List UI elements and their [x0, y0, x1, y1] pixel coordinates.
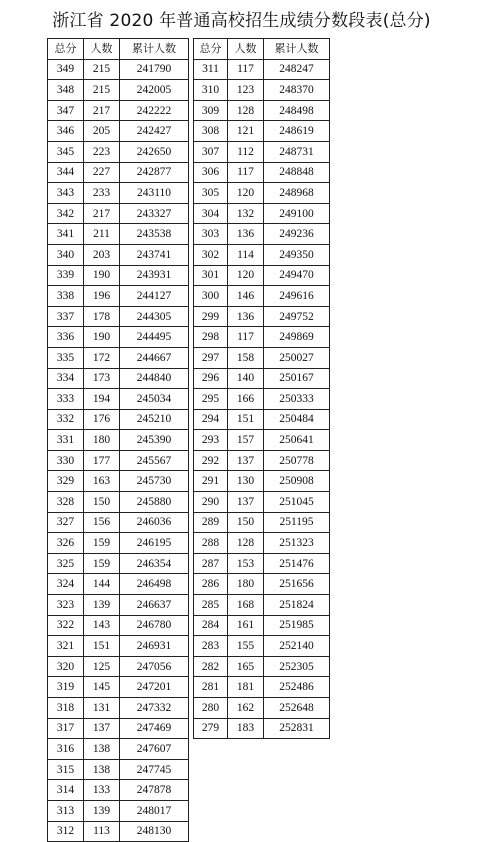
cell-total-score: 306 [194, 162, 228, 183]
cell-total-score: 303 [194, 224, 228, 245]
table-row [48, 800, 189, 821]
cell-cumulative-count: 251323 [264, 533, 330, 554]
cell-cumulative-count: 251824 [264, 595, 330, 616]
cell-cumulative-count: 249470 [264, 265, 330, 286]
table-row [48, 100, 189, 121]
cell-cumulative-count: 243327 [120, 203, 189, 224]
cell-cumulative-count: 252305 [264, 656, 330, 677]
cell-count: 163 [84, 471, 120, 492]
cell-cumulative-count: 249869 [264, 327, 330, 348]
cell-count: 146 [228, 286, 264, 307]
header-cumulative-count: 累计人数 [264, 39, 330, 60]
cell-total-score: 279 [194, 718, 228, 739]
cell-cumulative-count: 248370 [264, 80, 330, 101]
cell-count: 159 [84, 553, 120, 574]
table-row [48, 183, 189, 204]
cell-total-score: 281 [194, 677, 228, 698]
table-row [48, 533, 189, 554]
table-row [48, 780, 189, 801]
cell-total-score: 336 [48, 327, 84, 348]
cell-cumulative-count: 251476 [264, 553, 330, 574]
cell-count: 166 [228, 389, 264, 410]
table-row [48, 821, 189, 842]
cell-cumulative-count: 248247 [264, 59, 330, 80]
table-row [194, 656, 330, 677]
cell-cumulative-count: 247201 [120, 677, 189, 698]
table-row [48, 368, 189, 389]
table-row [194, 121, 330, 142]
cell-cumulative-count: 248619 [264, 121, 330, 142]
table-row [48, 141, 189, 162]
cell-total-score: 304 [194, 203, 228, 224]
table-row [48, 244, 189, 265]
cell-total-score: 345 [48, 141, 84, 162]
cell-cumulative-count: 244840 [120, 368, 189, 389]
cell-count: 125 [84, 656, 120, 677]
header-count: 人数 [84, 39, 120, 60]
cell-cumulative-count: 243741 [120, 244, 189, 265]
table-header-row [194, 39, 330, 60]
cell-total-score: 335 [48, 347, 84, 368]
table-row [48, 162, 189, 183]
table-row [48, 389, 189, 410]
cell-total-score: 318 [48, 698, 84, 719]
cell-cumulative-count: 247056 [120, 656, 189, 677]
cell-count: 183 [228, 718, 264, 739]
table-row [48, 306, 189, 327]
cell-cumulative-count: 247469 [120, 718, 189, 739]
cell-cumulative-count: 244305 [120, 306, 189, 327]
cell-total-score: 348 [48, 80, 84, 101]
cell-cumulative-count: 249350 [264, 244, 330, 265]
cell-total-score: 317 [48, 718, 84, 739]
cell-count: 180 [228, 574, 264, 595]
cell-count: 136 [228, 224, 264, 245]
cell-cumulative-count: 245730 [120, 471, 189, 492]
cell-total-score: 310 [194, 80, 228, 101]
cell-cumulative-count: 248130 [120, 821, 189, 842]
cell-cumulative-count: 249752 [264, 306, 330, 327]
cell-cumulative-count: 242650 [120, 141, 189, 162]
cell-total-score: 331 [48, 430, 84, 451]
cell-total-score: 349 [48, 59, 84, 80]
cell-count: 180 [84, 430, 120, 451]
cell-count: 138 [84, 759, 120, 780]
cell-count: 151 [84, 636, 120, 657]
cell-total-score: 325 [48, 553, 84, 574]
document-title: 浙江省 2020 年普通高校招生成绩分数段表(总分) [52, 11, 431, 31]
cell-cumulative-count: 246780 [120, 615, 189, 636]
cell-total-score: 342 [48, 203, 84, 224]
cell-total-score: 298 [194, 327, 228, 348]
table-row [194, 636, 330, 657]
table-row [48, 80, 189, 101]
cell-total-score: 299 [194, 306, 228, 327]
cell-count: 136 [228, 306, 264, 327]
cell-total-score: 307 [194, 141, 228, 162]
table-row [48, 718, 189, 739]
cell-count: 211 [84, 224, 120, 245]
cell-count: 112 [228, 141, 264, 162]
table-row [48, 492, 189, 513]
cell-count: 168 [228, 595, 264, 616]
cell-total-score: 294 [194, 409, 228, 430]
cell-cumulative-count: 245567 [120, 450, 189, 471]
cell-cumulative-count: 251195 [264, 512, 330, 533]
table-row [48, 677, 189, 698]
cell-cumulative-count: 249616 [264, 286, 330, 307]
cell-cumulative-count: 246036 [120, 512, 189, 533]
cell-count: 139 [84, 595, 120, 616]
table-row [194, 100, 330, 121]
cell-total-score: 327 [48, 512, 84, 533]
cell-total-score: 291 [194, 471, 228, 492]
cell-total-score: 311 [194, 59, 228, 80]
cell-total-score: 293 [194, 430, 228, 451]
table-row [48, 286, 189, 307]
table-row [194, 615, 330, 636]
cell-cumulative-count: 252486 [264, 677, 330, 698]
cell-count: 162 [228, 698, 264, 719]
cell-total-score: 328 [48, 492, 84, 513]
cell-cumulative-count: 243110 [120, 183, 189, 204]
cell-count: 227 [84, 162, 120, 183]
cell-total-score: 330 [48, 450, 84, 471]
cell-total-score: 312 [48, 821, 84, 842]
cell-total-score: 309 [194, 100, 228, 121]
cell-count: 139 [84, 800, 120, 821]
table-row [48, 347, 189, 368]
cell-total-score: 313 [48, 800, 84, 821]
cell-count: 178 [84, 306, 120, 327]
cell-total-score: 316 [48, 739, 84, 760]
table-row [194, 141, 330, 162]
cell-total-score: 344 [48, 162, 84, 183]
cell-cumulative-count: 247878 [120, 780, 189, 801]
cell-cumulative-count: 246354 [120, 553, 189, 574]
table-row [48, 203, 189, 224]
table-row [194, 265, 330, 286]
table-row [48, 430, 189, 451]
table-row [48, 327, 189, 348]
table-row [48, 636, 189, 657]
cell-cumulative-count: 252140 [264, 636, 330, 657]
cell-total-score: 333 [48, 389, 84, 410]
table-row [48, 512, 189, 533]
cell-count: 140 [228, 368, 264, 389]
header-total-score: 总分 [48, 39, 84, 60]
cell-cumulative-count: 252831 [264, 718, 330, 739]
cell-count: 223 [84, 141, 120, 162]
cell-total-score: 305 [194, 183, 228, 204]
cell-cumulative-count: 250333 [264, 389, 330, 410]
cell-count: 172 [84, 347, 120, 368]
cell-count: 120 [228, 183, 264, 204]
cell-total-score: 297 [194, 347, 228, 368]
cell-total-score: 337 [48, 306, 84, 327]
cell-cumulative-count: 250778 [264, 450, 330, 471]
cell-total-score: 290 [194, 492, 228, 513]
table-body-right [194, 59, 330, 739]
cell-total-score: 321 [48, 636, 84, 657]
cell-count: 137 [228, 450, 264, 471]
cell-count: 150 [228, 512, 264, 533]
table-row [48, 656, 189, 677]
cell-cumulative-count: 251985 [264, 615, 330, 636]
cell-total-score: 314 [48, 780, 84, 801]
cell-count: 217 [84, 100, 120, 121]
cell-count: 190 [84, 265, 120, 286]
cell-count: 217 [84, 203, 120, 224]
table-row [194, 574, 330, 595]
table-row [194, 306, 330, 327]
table-row [194, 203, 330, 224]
cell-count: 130 [228, 471, 264, 492]
cell-cumulative-count: 242222 [120, 100, 189, 121]
cell-count: 205 [84, 121, 120, 142]
table-row [194, 327, 330, 348]
cell-count: 137 [228, 492, 264, 513]
cell-cumulative-count: 252648 [264, 698, 330, 719]
cell-total-score: 292 [194, 450, 228, 471]
table-row [194, 389, 330, 410]
table-row [194, 286, 330, 307]
cell-count: 128 [228, 533, 264, 554]
table-row [194, 471, 330, 492]
cell-cumulative-count: 245210 [120, 409, 189, 430]
cell-cumulative-count: 248498 [264, 100, 330, 121]
cell-count: 215 [84, 80, 120, 101]
cell-count: 117 [228, 327, 264, 348]
cell-count: 117 [228, 59, 264, 80]
cell-count: 144 [84, 574, 120, 595]
table-row [48, 59, 189, 80]
cell-count: 233 [84, 183, 120, 204]
table-row [48, 615, 189, 636]
table-row [194, 698, 330, 719]
cell-count: 176 [84, 409, 120, 430]
cell-total-score: 347 [48, 100, 84, 121]
cell-cumulative-count: 241790 [120, 59, 189, 80]
cell-total-score: 285 [194, 595, 228, 616]
table-row [48, 759, 189, 780]
table-row [194, 595, 330, 616]
cell-count: 132 [228, 203, 264, 224]
cell-cumulative-count: 250484 [264, 409, 330, 430]
cell-cumulative-count: 243538 [120, 224, 189, 245]
cell-total-score: 283 [194, 636, 228, 657]
cell-total-score: 332 [48, 409, 84, 430]
table-row [48, 553, 189, 574]
cell-count: 113 [84, 821, 120, 842]
table-row [48, 450, 189, 471]
table-row [48, 224, 189, 245]
cell-count: 123 [228, 80, 264, 101]
cell-cumulative-count: 247332 [120, 698, 189, 719]
cell-count: 143 [84, 615, 120, 636]
cell-cumulative-count: 244127 [120, 286, 189, 307]
cell-cumulative-count: 242427 [120, 121, 189, 142]
table-row [194, 80, 330, 101]
cell-cumulative-count: 242005 [120, 80, 189, 101]
cell-cumulative-count: 249100 [264, 203, 330, 224]
cell-count: 145 [84, 677, 120, 698]
cell-cumulative-count: 250027 [264, 347, 330, 368]
cell-cumulative-count: 244667 [120, 347, 189, 368]
score-table-right [193, 38, 330, 739]
cell-total-score: 323 [48, 595, 84, 616]
cell-count: 128 [228, 100, 264, 121]
table-row [194, 347, 330, 368]
cell-total-score: 315 [48, 759, 84, 780]
header-cumulative-count: 累计人数 [120, 39, 189, 60]
cell-cumulative-count: 244495 [120, 327, 189, 348]
cell-cumulative-count: 248968 [264, 183, 330, 204]
cell-total-score: 334 [48, 368, 84, 389]
table-row [48, 739, 189, 760]
table-row [194, 492, 330, 513]
cell-count: 165 [228, 656, 264, 677]
cell-total-score: 339 [48, 265, 84, 286]
table-row [194, 430, 330, 451]
cell-count: 158 [228, 347, 264, 368]
cell-count: 190 [84, 327, 120, 348]
cell-count: 117 [228, 162, 264, 183]
cell-count: 121 [228, 121, 264, 142]
table-row [48, 574, 189, 595]
cell-cumulative-count: 246498 [120, 574, 189, 595]
cell-count: 155 [228, 636, 264, 657]
table-header-row [48, 39, 189, 60]
cell-cumulative-count: 250908 [264, 471, 330, 492]
table-row [48, 121, 189, 142]
cell-cumulative-count: 248017 [120, 800, 189, 821]
cell-total-score: 302 [194, 244, 228, 265]
table-row [194, 162, 330, 183]
table-row [48, 698, 189, 719]
cell-total-score: 287 [194, 553, 228, 574]
cell-cumulative-count: 251045 [264, 492, 330, 513]
cell-count: 181 [228, 677, 264, 698]
cell-count: 156 [84, 512, 120, 533]
cell-total-score: 308 [194, 121, 228, 142]
cell-total-score: 301 [194, 265, 228, 286]
table-row [194, 59, 330, 80]
cell-cumulative-count: 250167 [264, 368, 330, 389]
cell-cumulative-count: 247607 [120, 739, 189, 760]
table-row [194, 183, 330, 204]
cell-cumulative-count: 246637 [120, 595, 189, 616]
cell-cumulative-count: 245034 [120, 389, 189, 410]
cell-total-score: 320 [48, 656, 84, 677]
cell-total-score: 346 [48, 121, 84, 142]
table-row [194, 553, 330, 574]
cell-total-score: 300 [194, 286, 228, 307]
cell-cumulative-count: 248848 [264, 162, 330, 183]
cell-total-score: 280 [194, 698, 228, 719]
cell-total-score: 295 [194, 389, 228, 410]
cell-count: 153 [228, 553, 264, 574]
cell-cumulative-count: 246195 [120, 533, 189, 554]
cell-total-score: 341 [48, 224, 84, 245]
cell-total-score: 324 [48, 574, 84, 595]
table-row [194, 409, 330, 430]
cell-cumulative-count: 249236 [264, 224, 330, 245]
cell-count: 120 [228, 265, 264, 286]
cell-cumulative-count: 242877 [120, 162, 189, 183]
cell-total-score: 286 [194, 574, 228, 595]
cell-count: 150 [84, 492, 120, 513]
cell-count: 173 [84, 368, 120, 389]
cell-cumulative-count: 250641 [264, 430, 330, 451]
cell-cumulative-count: 247745 [120, 759, 189, 780]
cell-count: 194 [84, 389, 120, 410]
cell-cumulative-count: 245880 [120, 492, 189, 513]
header-count: 人数 [228, 39, 264, 60]
cell-total-score: 288 [194, 533, 228, 554]
table-row [48, 471, 189, 492]
table-body-left [48, 59, 189, 842]
cell-count: 159 [84, 533, 120, 554]
cell-total-score: 326 [48, 533, 84, 554]
cell-total-score: 289 [194, 512, 228, 533]
cell-total-score: 322 [48, 615, 84, 636]
table-row [194, 677, 330, 698]
cell-count: 138 [84, 739, 120, 760]
table-row [194, 244, 330, 265]
table-row [48, 409, 189, 430]
table-row [48, 595, 189, 616]
table-row [48, 265, 189, 286]
cell-total-score: 284 [194, 615, 228, 636]
table-row [194, 450, 330, 471]
cell-cumulative-count: 248731 [264, 141, 330, 162]
cell-count: 114 [228, 244, 264, 265]
table-row [194, 224, 330, 245]
cell-count: 131 [84, 698, 120, 719]
cell-cumulative-count: 243931 [120, 265, 189, 286]
cell-total-score: 296 [194, 368, 228, 389]
cell-count: 161 [228, 615, 264, 636]
header-total-score: 总分 [194, 39, 228, 60]
table-row [194, 512, 330, 533]
cell-count: 157 [228, 430, 264, 451]
cell-cumulative-count: 251656 [264, 574, 330, 595]
table-row [194, 533, 330, 554]
cell-count: 203 [84, 244, 120, 265]
cell-count: 133 [84, 780, 120, 801]
cell-cumulative-count: 245390 [120, 430, 189, 451]
cell-total-score: 338 [48, 286, 84, 307]
cell-total-score: 329 [48, 471, 84, 492]
cell-count: 137 [84, 718, 120, 739]
cell-total-score: 282 [194, 656, 228, 677]
cell-cumulative-count: 246931 [120, 636, 189, 657]
cell-total-score: 343 [48, 183, 84, 204]
table-row [194, 368, 330, 389]
cell-total-score: 340 [48, 244, 84, 265]
cell-total-score: 319 [48, 677, 84, 698]
score-table-left [47, 38, 189, 842]
table-row [194, 718, 330, 739]
cell-count: 215 [84, 59, 120, 80]
cell-count: 151 [228, 409, 264, 430]
cell-count: 196 [84, 286, 120, 307]
cell-count: 177 [84, 450, 120, 471]
